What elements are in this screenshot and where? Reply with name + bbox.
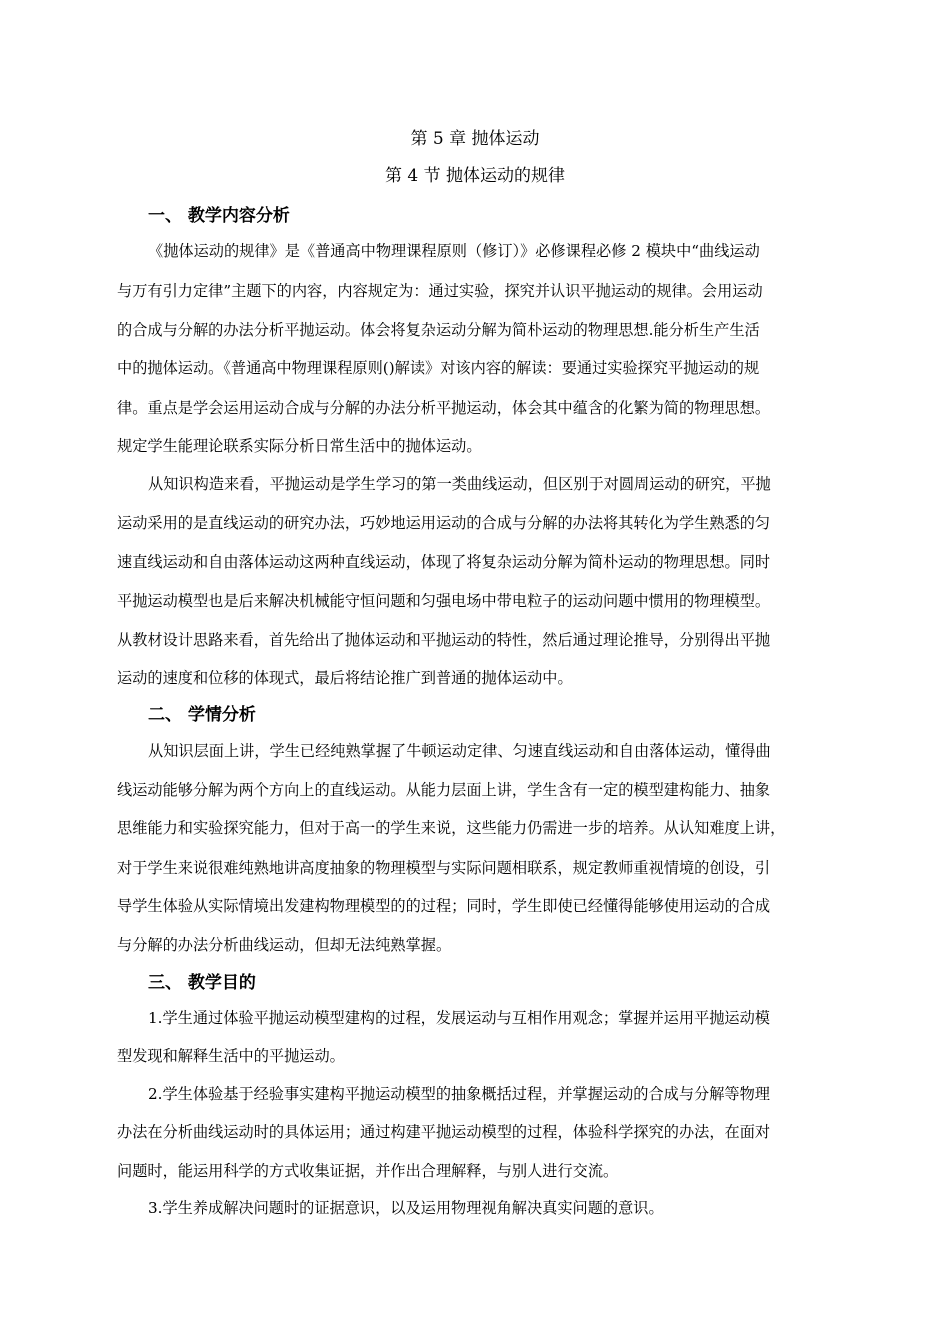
paragraph-line: 办法在分析曲线运动时的具体运用；通过构建平抛运动模型的过程，体验科学探究的办法，在面对 [117,1123,771,1141]
paragraph-line: 运动采用的是直线运动的研究办法，巧妙地运用运动的合成与分解的办法将其转化为学生熟悉的匀 [117,514,771,532]
paragraph-line: 对于学生来说很难纯熟地讲高度抽象的物理模型与实际问题相联系，规定教师重视情境的创设，引 [117,859,771,877]
paragraph-line: 从知识构造来看，平抛运动是学生学习的第一类曲线运动，但区别于对圆周运动的研究，平抛 [148,475,771,493]
section-heading-student-analysis: 二、 学情分析 [148,705,256,725]
chapter-title: 第 5 章 抛体运动 [410,129,540,149]
paragraph-line: 2.学生体验基于经验事实建构平抛运动模型的抽象概括过程，并掌握运动的合成与分解等物理 [148,1085,770,1103]
paragraph-line: 问题时，能运用科学的方式收集证据，并作出合理解释，与别人进行交流。 [117,1162,619,1180]
paragraph-line: 型发现和解释生活中的平抛运动。 [117,1047,345,1065]
paragraph-line: 的合成与分解的办法分析平抛运动。体会将复杂运动分解为简朴运动的物理思想.能分析生产生活 [117,321,760,339]
paragraph-line: 中的抛体运动。《普通高中物理课程原则()解读》对该内容的解读：要通过实验探究平抛运动的规 [117,359,760,377]
paragraph-line: 速直线运动和自由落体运动这两种直线运动，体现了将复杂运动分解为简朴运动的物理思想。同时 [117,553,771,571]
paragraph-line: 1.学生通过体验平抛运动模型建构的过程，发展运动与互相作用观念；掌握并运用平抛运动模 [148,1009,770,1027]
paragraph-line: 运动的速度和位移的体现式，最后将结论推广到普通的抛体运动中。 [117,669,573,687]
paragraph-line: 线运动能够分解为两个方向上的直线运动。从能力层面上讲，学生含有一定的模型建构能力、抽象 [117,781,771,799]
paragraph-line: 3.学生养成解决问题时的证据意识，以及运用物理视角解决真实问题的意识。 [148,1199,664,1217]
paragraph-line: 《抛体运动的规律》是《普通高中物理课程原则（修订）》必修课程必修 2 模块中“曲线运动 [148,242,760,260]
paragraph-line: 与万有引力定律”主题下的内容，内容规定为：通过实验，探究并认识平抛运动的规律。会用运动 [117,282,763,300]
paragraph-line: 与分解的办法分析曲线运动，但却无法纯熟掌握。 [117,936,452,954]
paragraph-line: 平抛运动模型也是后来解决机械能守恒问题和匀强电场中带电粒子的运动问题中惯用的物理模型。 [117,592,771,610]
paragraph-line: 思维能力和实验探究能力，但对于高一的学生来说，这些能力仍需进一步的培养。从认知难度上讲， [117,819,786,837]
paragraph-line: 导学生体验从实际情境出发建构物理模型的的过程；同时，学生即使已经懂得能够使用运动的合成 [117,897,771,915]
paragraph-line: 从教材设计思路来看，首先给出了抛体运动和平抛运动的特性，然后通过理论推导，分别得出平抛 [117,631,771,649]
section-title: 第 4 节 抛体运动的规律 [384,166,566,186]
paragraph-line: 从知识层面上讲，学生已经纯熟掌握了牛顿运动定律、匀速直线运动和自由落体运动，懂得曲 [148,742,771,760]
section-heading-teaching-goals: 三、 教学目的 [148,973,256,993]
section-heading-content-analysis: 一、 教学内容分析 [148,206,290,226]
paragraph-line: 规定学生能理论联系实际分析日常生活中的抛体运动。 [117,437,482,455]
paragraph-line: 律。重点是学会运用运动合成与分解的办法分析平抛运动，体会其中蕴含的化繁为简的物理思想。 [117,399,771,417]
